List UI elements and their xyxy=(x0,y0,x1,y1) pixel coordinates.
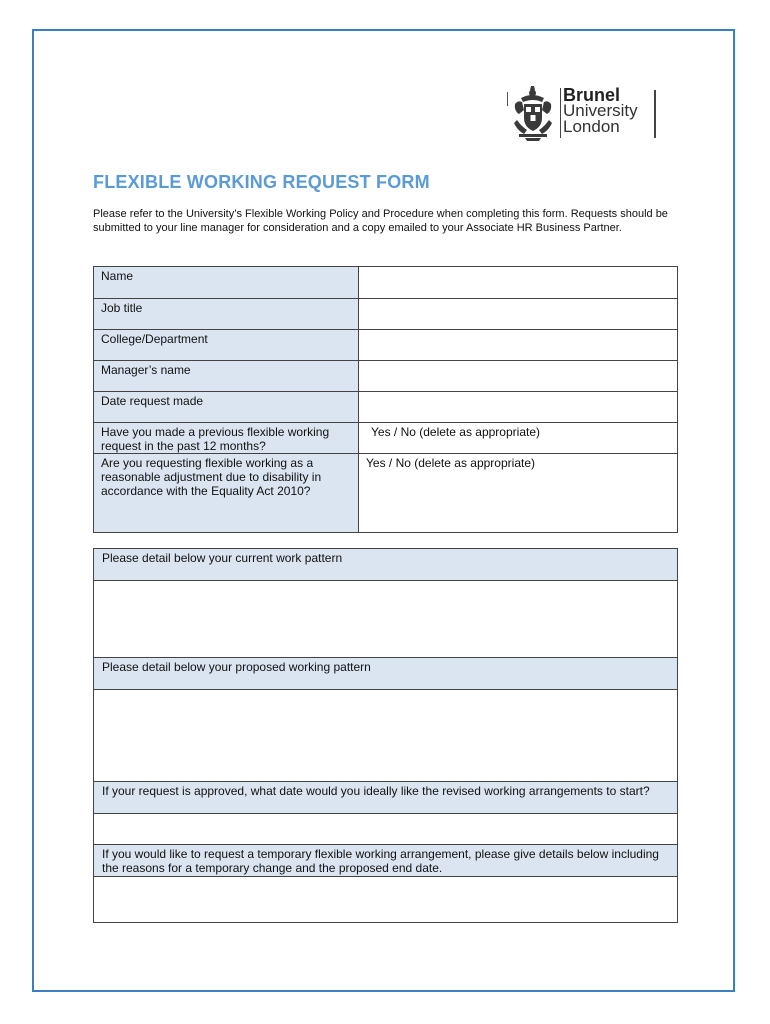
table-row xyxy=(94,454,678,533)
field-label: College/Department xyxy=(94,330,359,361)
table-row xyxy=(94,330,678,361)
start-date-field[interactable] xyxy=(94,814,678,845)
temporary-arrangement-field[interactable] xyxy=(94,877,678,923)
field-label: Job title xyxy=(94,299,359,330)
section-prompt: If your request is approved, what date would you ideally like the revised working arrangements to start? xyxy=(94,782,678,814)
table-row xyxy=(94,549,678,581)
logo-text-divider xyxy=(560,88,561,138)
section-prompt: Please detail below your proposed working pattern xyxy=(94,658,678,690)
logo-line-1: Brunel xyxy=(563,85,621,105)
logo-end-divider xyxy=(654,90,656,138)
table-row xyxy=(94,581,678,658)
logo-divider xyxy=(507,92,508,106)
section-prompt: Please detail below your current work pattern xyxy=(94,549,678,581)
reasonable-adjustment-field[interactable]: Yes / No (delete as appropriate) xyxy=(359,454,678,533)
previous-request-field[interactable]: Yes / No (delete as appropriate) xyxy=(359,423,678,454)
table-row xyxy=(94,361,678,392)
section-prompt: If you would like to request a temporary flexible working arrangement, please give details below including the reasons for a temporary change and the proposed end date. xyxy=(94,845,678,877)
crest-icon xyxy=(511,84,555,142)
table-row xyxy=(94,658,678,690)
name-field[interactable] xyxy=(359,267,678,299)
table-row xyxy=(94,392,678,423)
brunel-logo xyxy=(507,84,657,142)
proposed-pattern-field[interactable] xyxy=(94,690,678,782)
current-pattern-field[interactable] xyxy=(94,581,678,658)
manager-name-field[interactable] xyxy=(359,361,678,392)
field-label: Are you requesting flexible working as a reasonable adjustment due to disability in accordance with the Equality Act 2010? xyxy=(94,454,359,533)
department-field[interactable] xyxy=(359,330,678,361)
table-row xyxy=(94,690,678,782)
table-row xyxy=(94,267,678,299)
job-title-field[interactable] xyxy=(359,299,678,330)
table-row xyxy=(94,814,678,845)
logo-wordmark xyxy=(563,87,638,135)
work-pattern-table xyxy=(93,548,678,923)
table-row xyxy=(94,782,678,814)
table-row xyxy=(94,877,678,923)
table-row xyxy=(94,845,678,877)
date-request-field[interactable] xyxy=(359,392,678,423)
form-title: FLEXIBLE WORKING REQUEST FORM xyxy=(93,172,430,192)
logo-line-3: London xyxy=(563,117,620,136)
table-row xyxy=(94,299,678,330)
intro-text: Please refer to the University’s Flexible Working Policy and Procedure when completing this form. Requests should be submitted to your line manager for consideration and a copy emailed to your Associate HR Business Partner. xyxy=(93,208,668,234)
field-label: Manager’s name xyxy=(94,361,359,392)
field-label: Date request made xyxy=(94,392,359,423)
logo-line-2: University xyxy=(563,101,638,120)
table-row xyxy=(94,423,678,454)
field-label: Have you made a previous flexible working request in the past 12 months? xyxy=(94,423,359,454)
personal-details-table xyxy=(93,266,678,533)
field-label: Name xyxy=(94,267,359,299)
